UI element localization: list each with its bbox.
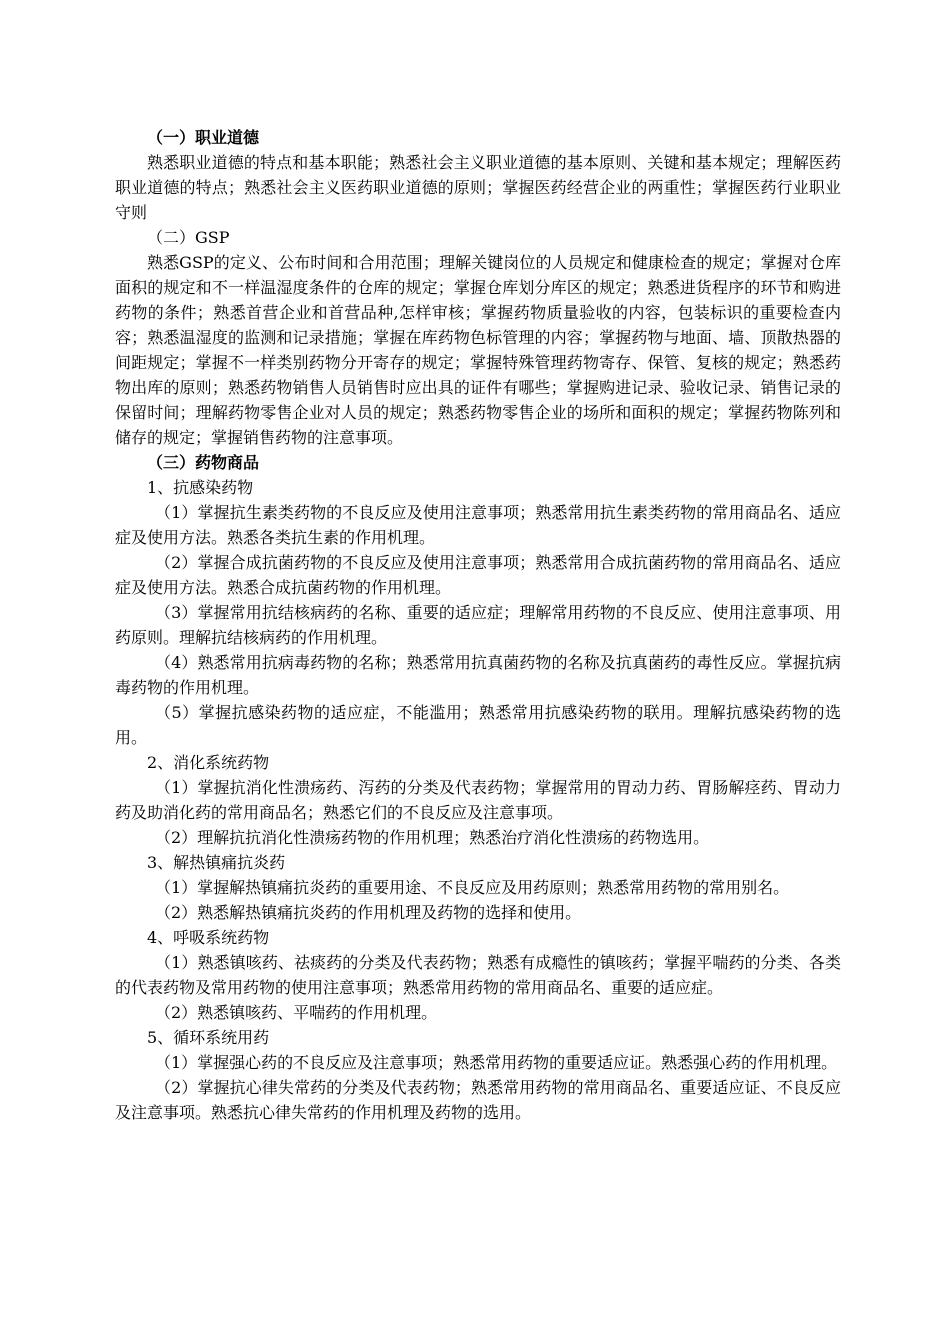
- section-heading-ethics: （一）职业道德: [147, 128, 260, 147]
- topic-item: （2）掌握抗心律失常药的分类及代表药物；熟悉常用药物的常用商品名、重要适应证、不良反应及注意事项。熟悉抗心律失常药的作用机理及药物的选用。: [115, 1078, 841, 1122]
- section-body-gsp: 熟悉GSP的定义、公布时间和合用范围；理解关键岗位的人员规定和健康检查的规定；掌握对仓库面积的规定和不一样温湿度条件的仓库的规定；掌握仓库划分库区的规定；熟悉进货程序的环节和购进药物的条件；熟悉首营企业和首营品种,怎样审核；掌握药物质量验收的内容，包装标识的重要检查内容；熟悉温湿度的监测和记录措施；掌握在库药物色标管理的内容；掌握药物与地面、墙、顶散热器的间距规定；掌握不一样类别药物分开寄存的规定；掌握特殊管理药物寄存、保管、复核的规定；熟悉药物出库的原则；熟悉药物销售人员销售时应出具的证件有哪些；掌握购进记录、验收记录、销售记录的保留时间；理解药物零售企业对人员的规定；熟悉药物零售企业的场所和面积的规定；掌握药物陈列和储存的规定；掌握销售药物的注意事项。: [115, 253, 841, 447]
- topic-item: （2）掌握合成抗菌药物的不良反应及使用注意事项；熟悉常用合成抗菌药物的常用商品名、适应症及使用方法。熟悉合成抗菌药物的作用机理。: [115, 553, 841, 597]
- topic-title: 3、解热镇痛抗炎药: [147, 853, 286, 872]
- document-page: [115, 125, 841, 1125]
- topic-item: （3）掌握常用抗结核病药的名称、重要的适应症；理解常用药物的不良反应、使用注意事项、用药原则。理解抗结核病药的作用机理。: [115, 603, 841, 647]
- topic-title: 4、呼吸系统药物: [147, 928, 270, 947]
- topic-item: （2）熟悉镇咳药、平喘药的作用机理。: [155, 1003, 438, 1022]
- topic-item: （2）熟悉解热镇痛抗炎药的作用机理及药物的选择和使用。: [155, 903, 582, 922]
- topic-item: （2）理解抗抗消化性溃疡药物的作用机理；熟悉治疗消化性溃疡的药物选用。: [155, 828, 710, 847]
- topic-item: （1）掌握解热镇痛抗炎药的重要用途、不良反应及用药原则；熟悉常用药物的常用别名。: [155, 878, 790, 897]
- topic-title: 5、循环系统用药: [147, 1028, 270, 1047]
- section-heading-gsp: （二）GSP: [147, 228, 230, 247]
- topic-title: 1、抗感染药物: [147, 478, 254, 497]
- topic-item: （1）掌握强心药的不良反应及注意事项；熟悉常用药物的重要适应证。熟悉强心药的作用机理。: [155, 1053, 838, 1072]
- section-heading-drugs: （三）药物商品: [147, 453, 260, 472]
- topic-item: （5）掌握抗感染药物的适应症，不能滥用；熟悉常用抗感染药物的联用。理解抗感染药物的选用。: [115, 703, 841, 747]
- topic-title: 2、消化系统药物: [147, 753, 270, 772]
- topic-item: （1）掌握抗生素类药物的不良反应及使用注意事项；熟悉常用抗生素类药物的常用商品名、适应症及使用方法。熟悉各类抗生素的作用机理。: [115, 503, 841, 547]
- topic-item: （1）掌握抗消化性溃疡药、泻药的分类及代表药物；掌握常用的胃动力药、胃肠解痉药、胃动力药及助消化药的常用商品名；熟悉它们的不良反应及注意事项。: [115, 778, 841, 822]
- section-body-ethics: 熟悉职业道德的特点和基本职能；熟悉社会主义职业道德的基本原则、关键和基本规定；理解医药职业道德的特点；熟悉社会主义医药职业道德的原则；掌握医药经营企业的两重性；掌握医药行业职业守则: [115, 153, 841, 222]
- topic-item: （4）熟悉常用抗病毒药物的名称；熟悉常用抗真菌药物的名称及抗真菌药的毒性反应。掌握抗病毒药物的作用机理。: [115, 653, 841, 697]
- topic-item: （1）熟悉镇咳药、祛痰药的分类及代表药物；熟悉有成瘾性的镇咳药；掌握平喘药的分类、各类的代表药物及常用药物的使用注意事项；熟悉常用药物的常用商品名、重要的适应症。: [115, 953, 841, 997]
